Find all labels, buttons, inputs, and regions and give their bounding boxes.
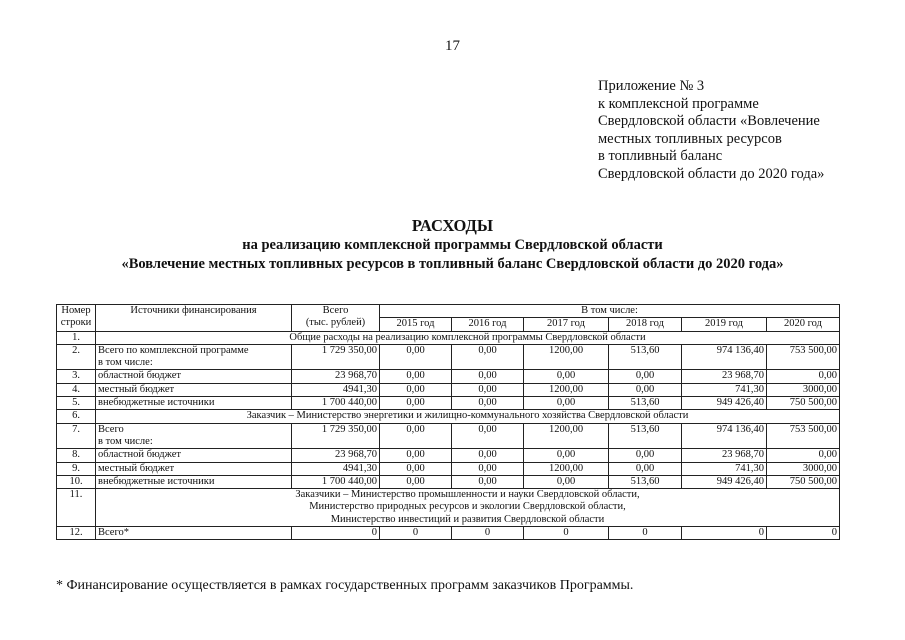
appendix-line: местных топливных ресурсов <box>598 130 782 147</box>
total-cell: 23 968,70 <box>292 370 380 383</box>
source-cell <box>96 527 292 540</box>
year-value-cell: 0,00 <box>452 475 524 488</box>
section-row <box>57 489 840 527</box>
year-value-cell: 0,00 <box>524 370 609 383</box>
year-value-cell: 513,60 <box>609 423 682 449</box>
document-title <box>0 216 905 274</box>
expenses-table <box>56 304 840 540</box>
header-including: В том числе: <box>380 305 840 318</box>
section-title-line: Министерство природных ресурсов и экологии Свердловской области, <box>309 501 626 513</box>
year-value-cell: 0 <box>609 527 682 540</box>
source-line: Всего по комплексной программе <box>98 344 249 356</box>
year-value-cell: 0,00 <box>524 449 609 462</box>
total-cell: 1 700 440,00 <box>292 475 380 488</box>
section-title-cell <box>96 489 840 527</box>
section-row <box>57 410 840 423</box>
year-value-cell: 23 968,70 <box>682 370 767 383</box>
year-value-cell: 949 426,40 <box>682 475 767 488</box>
year-value-cell: 949 426,40 <box>682 397 767 410</box>
year-value-cell: 0,00 <box>380 397 452 410</box>
row-number-cell: 3. <box>57 370 96 383</box>
row-number-cell: 6. <box>57 410 96 423</box>
source-cell <box>96 397 292 410</box>
year-value-cell: 0,00 <box>452 449 524 462</box>
year-value-cell: 974 136,40 <box>682 423 767 449</box>
table-row <box>57 344 840 370</box>
row-number-cell: 9. <box>57 462 96 475</box>
year-value-cell: 0 <box>524 527 609 540</box>
year-value-cell: 753 500,00 <box>767 423 840 449</box>
year-value-cell: 0,00 <box>609 383 682 396</box>
appendix-line: Свердловской области до 2020 года» <box>598 165 825 182</box>
year-value-cell: 0,00 <box>380 423 452 449</box>
year-value-cell: 0,00 <box>380 370 452 383</box>
year-value-cell: 1200,00 <box>524 344 609 370</box>
header-year: 2019 год <box>682 318 767 331</box>
year-value-cell: 0,00 <box>767 449 840 462</box>
section-title-cell <box>96 410 840 423</box>
source-line: местный бюджет <box>98 462 175 474</box>
year-value-cell: 1200,00 <box>524 423 609 449</box>
source-line: в том числе: <box>98 435 153 447</box>
table-row <box>57 449 840 462</box>
header-row-number: Номер строки <box>57 305 96 332</box>
header-source: Источники финансирования <box>96 305 292 332</box>
table-header-row <box>57 305 840 318</box>
row-number-cell: 4. <box>57 383 96 396</box>
row-number-cell: 12. <box>57 527 96 540</box>
row-number-cell: 2. <box>57 344 96 370</box>
year-value-cell: 0,00 <box>452 397 524 410</box>
row-number-cell: 10. <box>57 475 96 488</box>
table-row <box>57 383 840 396</box>
year-value-cell: 0,00 <box>609 449 682 462</box>
source-cell <box>96 449 292 462</box>
year-value-cell: 1200,00 <box>524 383 609 396</box>
title-main: РАСХОДЫ <box>411 216 494 235</box>
year-value-cell: 0,00 <box>767 370 840 383</box>
year-value-cell: 0,00 <box>380 383 452 396</box>
header-total: Всего (тыс. рублей) <box>292 305 380 332</box>
year-value-cell: 0 <box>767 527 840 540</box>
footnote: * Финансирование осуществляется в рамках государственных программ заказчиков Программы. <box>56 578 634 593</box>
section-title-line: Министерство инвестиций и развития Свердловской области <box>330 513 605 525</box>
year-value-cell: 750 500,00 <box>767 475 840 488</box>
section-title-line: Заказчики – Министерство промышленности и науки Свердловской области, <box>295 489 640 501</box>
appendix-note <box>598 78 898 184</box>
year-value-cell: 0 <box>452 527 524 540</box>
table-row <box>57 462 840 475</box>
year-value-cell: 741,30 <box>682 462 767 475</box>
appendix-line: Приложение № 3 <box>598 78 705 94</box>
total-cell: 23 968,70 <box>292 449 380 462</box>
total-cell: 1 700 440,00 <box>292 397 380 410</box>
year-value-cell: 753 500,00 <box>767 344 840 370</box>
source-cell <box>96 344 292 370</box>
appendix-line: в топливный баланс <box>598 148 723 165</box>
source-line: Всего* <box>98 527 129 539</box>
year-value-cell: 3000,00 <box>767 462 840 475</box>
source-cell <box>96 475 292 488</box>
section-title-line: Общие расходы на реализацию комплексной программы Свердловской области <box>289 331 646 343</box>
year-value-cell: 0,00 <box>452 383 524 396</box>
year-value-cell: 0,00 <box>452 423 524 449</box>
year-value-cell: 0,00 <box>524 397 609 410</box>
title-subtitle: на реализацию комплексной программы Свердловской области <box>242 237 663 253</box>
year-value-cell: 23 968,70 <box>682 449 767 462</box>
year-value-cell: 974 136,40 <box>682 344 767 370</box>
total-cell: 1 729 350,00 <box>292 344 380 370</box>
total-cell: 1 729 350,00 <box>292 423 380 449</box>
table-row <box>57 397 840 410</box>
year-value-cell: 0,00 <box>452 462 524 475</box>
source-cell <box>96 462 292 475</box>
source-line: в том числе: <box>98 357 153 369</box>
year-value-cell: 0,00 <box>609 462 682 475</box>
header-year: 2017 год <box>524 318 609 331</box>
source-cell <box>96 423 292 449</box>
row-number-cell: 11. <box>57 489 96 527</box>
year-value-cell: 0,00 <box>524 475 609 488</box>
header-year: 2018 год <box>609 318 682 331</box>
table-row <box>57 527 840 540</box>
source-line: областной бюджет <box>98 370 181 382</box>
year-value-cell: 0,00 <box>380 475 452 488</box>
appendix-line: к комплексной программе <box>598 95 759 112</box>
row-number-cell: 7. <box>57 423 96 449</box>
year-value-cell: 1200,00 <box>524 462 609 475</box>
total-cell: 4941,30 <box>292 462 380 475</box>
year-value-cell: 0 <box>380 527 452 540</box>
year-value-cell: 0,00 <box>452 370 524 383</box>
year-value-cell: 0 <box>682 527 767 540</box>
row-number-cell: 8. <box>57 449 96 462</box>
total-cell: 0 <box>292 527 380 540</box>
title-program-name: «Вовлечение местных топливных ресурсов в топливный баланс Свердловской области до 2020 года» <box>121 256 784 272</box>
source-cell <box>96 370 292 383</box>
header-year: 2020 год <box>767 318 840 331</box>
header-year: 2016 год <box>452 318 524 331</box>
section-title-cell <box>96 331 840 344</box>
year-value-cell: 513,60 <box>609 475 682 488</box>
source-line: внебюджетные источники <box>98 397 215 409</box>
year-value-cell: 0,00 <box>380 344 452 370</box>
year-value-cell: 3000,00 <box>767 383 840 396</box>
section-title-line: Заказчик – Министерство энергетики и жилищно-коммунального хозяйства Свердловской области <box>246 410 689 422</box>
table-row <box>57 423 840 449</box>
source-line: Всего <box>98 423 124 435</box>
year-value-cell: 0,00 <box>380 449 452 462</box>
row-number-cell: 1. <box>57 331 96 344</box>
year-value-cell: 0,00 <box>609 370 682 383</box>
year-value-cell: 0,00 <box>380 462 452 475</box>
appendix-line: Свердловской области «Вовлечение <box>598 113 820 130</box>
page-number: 17 <box>445 38 460 54</box>
year-value-cell: 513,60 <box>609 397 682 410</box>
year-value-cell: 0,00 <box>452 344 524 370</box>
year-value-cell: 750 500,00 <box>767 397 840 410</box>
table-row <box>57 475 840 488</box>
source-line: внебюджетные источники <box>98 475 215 487</box>
row-number-cell: 5. <box>57 397 96 410</box>
section-row <box>57 331 840 344</box>
year-value-cell: 513,60 <box>609 344 682 370</box>
source-line: областной бюджет <box>98 449 181 461</box>
total-cell: 4941,30 <box>292 383 380 396</box>
source-line: местный бюджет <box>98 383 175 395</box>
table-row <box>57 370 840 383</box>
header-year: 2015 год <box>380 318 452 331</box>
year-value-cell: 741,30 <box>682 383 767 396</box>
source-cell <box>96 383 292 396</box>
